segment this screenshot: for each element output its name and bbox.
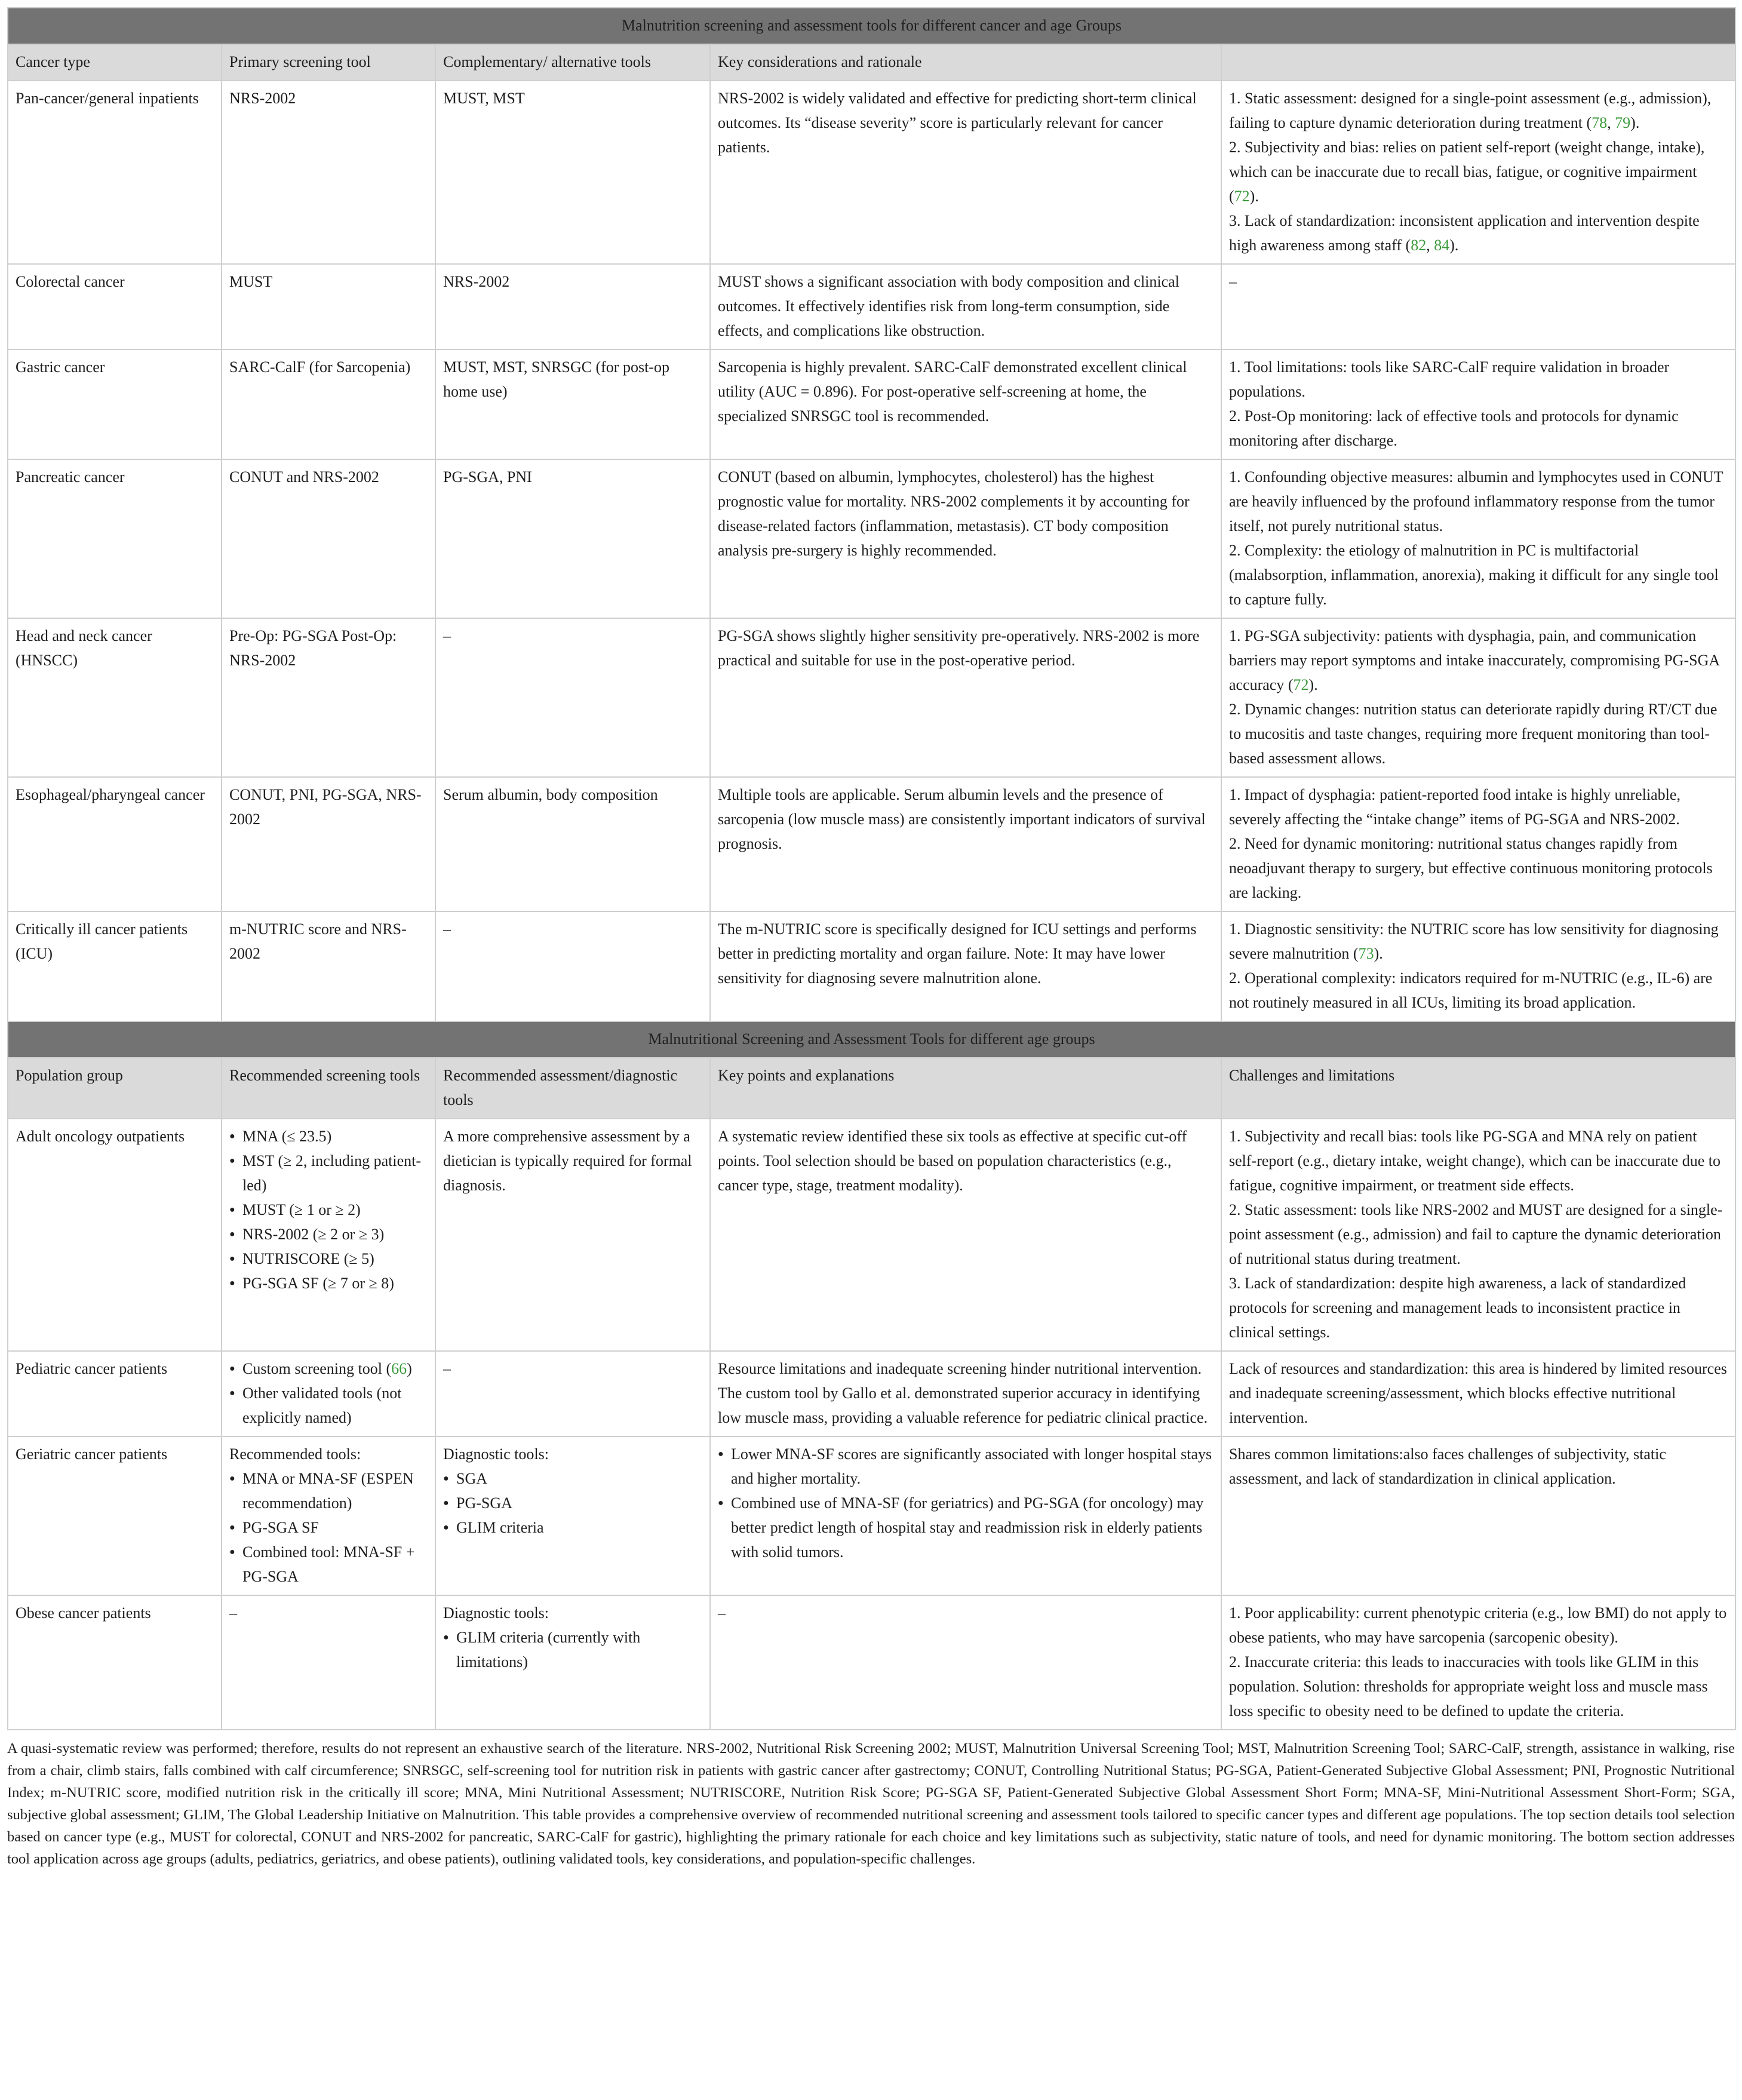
ref-sep: , [1607, 114, 1615, 131]
alternative-tool-cell: – [435, 618, 710, 777]
line-text: 2. Inaccurate criteria: this leads to inaccuracies with tools like GLIM in this population. Solution: thresholds for appropriate weight loss and muscle mass loss specific to obesity need to be defined to update the criteria. [1229, 1653, 1708, 1720]
age-group-section-title: Malnutritional Screening and Assessment Tools for different age groups [8, 1021, 1735, 1058]
cell-line [1229, 269, 1728, 294]
cell-line [1229, 697, 1728, 770]
bullet-list [229, 1466, 428, 1589]
line-text: 3. Lack of standardization: inconsistent application and intervention despite high awareness among staff ( [1229, 212, 1700, 254]
cell-line [1229, 966, 1728, 1015]
limitations-cell [1221, 1351, 1735, 1436]
limitations-cell [1221, 264, 1735, 349]
alternative-tool-cell [435, 1436, 710, 1595]
bullet-item: ● Lower MNA-SF scores are significantly associated with longer hospital stays and higher mortality. [718, 1442, 1213, 1491]
cell-line [1229, 404, 1728, 453]
bullet-list [229, 1124, 428, 1295]
rationale-cell: MUST shows a significant association with body composition and clinical outcomes. It effectively identifies risk from long-term consumption, side effects, and complications like obstruction. [710, 264, 1221, 349]
line-text: 1. Poor applicability: current phenotypic criteria (e.g., low BMI) do not apply to obese patients, who may have sarcopenia (sarcopenic obesity). [1229, 1604, 1727, 1646]
cell-line [1229, 355, 1728, 404]
cell-intro: Diagnostic tools: [443, 1604, 549, 1622]
reference-link[interactable]: 72 [1234, 188, 1250, 205]
screening-tool-cell: SARC-CalF (for Sarcopenia) [222, 349, 435, 459]
cell-line [1229, 624, 1728, 697]
age-group-section-header-row [8, 1058, 1735, 1119]
rationale-cell: – [710, 1595, 1221, 1730]
cancer-type-section-header-row [8, 44, 1735, 81]
bullet-item: ● MNA (≤ 23.5) [229, 1124, 428, 1149]
bullet-item: ● PG-SGA SF [229, 1515, 428, 1540]
screening-tool-cell: CONUT, PNI, PG-SGA, NRS-2002 [222, 777, 435, 911]
screening-tool-cell: Pre-Op: PG-SGA Post-Op: NRS-2002 [222, 618, 435, 777]
cell-intro: Diagnostic tools: [443, 1445, 549, 1463]
table-row [8, 1351, 1735, 1436]
column-header: Challenges and limitations [1221, 1058, 1735, 1119]
cell-line [1229, 86, 1728, 135]
bullet-item: ● Combined use of MNA-SF (for geriatrics) and PG-SGA (for oncology) may better predict length of hospital stay and readmission risk in elderly patients with solid tumors. [718, 1491, 1213, 1564]
rationale-cell: Resource limitations and inadequate screening hinder nutritional intervention. The custom tool by Gallo et al. demonstrated superior accuracy in identifying low muscle mass, providing a valuable reference for pediatric clinical practice. [710, 1351, 1221, 1436]
group-cell: Adult oncology outpatients [8, 1119, 222, 1351]
alternative-tool-cell [435, 1595, 710, 1730]
group-cell: Head and neck cancer (HNSCC) [8, 618, 222, 777]
column-header: Recommended assessment/diagnostic tools [435, 1058, 710, 1119]
line-text: Lack of resources and standardization: this area is hindered by limited resources and inadequate screening/assessment, which blocks effective nutritional intervention. [1229, 1360, 1727, 1426]
group-cell: Esophageal/pharyngeal cancer [8, 777, 222, 911]
alternative-tool-cell: – [435, 1351, 710, 1436]
column-header: Population group [8, 1058, 222, 1119]
line-text: 1. Diagnostic sensitivity: the NUTRIC score has low sensitivity for diagnosing severe malnutrition ( [1229, 920, 1719, 962]
cell-line [1229, 1442, 1728, 1491]
cancer-type-section-title-row [8, 8, 1735, 44]
group-cell: Pediatric cancer patients [8, 1351, 222, 1436]
document [7, 7, 1735, 1870]
table-row [8, 264, 1735, 349]
alternative-tool-cell: Serum albumin, body composition [435, 777, 710, 911]
cell-line [1229, 782, 1728, 831]
line-end: ). [1449, 237, 1459, 254]
cell-line [1229, 917, 1728, 966]
rationale-cell: The m-NUTRIC score is specifically designed for ICU settings and performs better in predicting mortality and organ failure. Note: It may have lower sensitivity for diagnosing severe malnutrition alone. [710, 911, 1221, 1021]
group-cell: Pan-cancer/general inpatients [8, 81, 222, 264]
line-text: Shares common limitations:also faces challenges of subjectivity, static assessment, and lack of standardization in clinical application. [1229, 1445, 1666, 1487]
group-cell: Colorectal cancer [8, 264, 222, 349]
reference-link[interactable]: 78 [1592, 114, 1608, 131]
cell-line [1229, 1124, 1728, 1198]
limitations-cell [1221, 1119, 1735, 1351]
line-text: 2. Post-Op monitoring: lack of effective tools and protocols for dynamic monitoring after discharge. [1229, 407, 1679, 449]
cell-intro: Recommended tools: [229, 1445, 361, 1463]
column-header: Cancer type [8, 44, 222, 81]
limitations-cell [1221, 1595, 1735, 1730]
line-text: 1. Tool limitations: tools like SARC-CalF require validation in broader populations. [1229, 358, 1670, 400]
bullet-item: ● SGA [443, 1466, 702, 1491]
reference-link[interactable]: 84 [1434, 237, 1450, 254]
line-text: 1. PG-SGA subjectivity: patients with dysphagia, pain, and communication barriers may report symptoms and intake inaccurately, compromising PG-SGA accuracy ( [1229, 627, 1719, 693]
age-group-section-title-row [8, 1021, 1735, 1058]
table-row [8, 777, 1735, 911]
line-text: 2. Dynamic changes: nutrition status can deteriorate rapidly during RT/CT due to mucositis and taste changes, requiring more frequent monitoring than tool-based assessment allows. [1229, 701, 1718, 767]
alternative-tool-cell: NRS-2002 [435, 264, 710, 349]
line-text: 2. Need for dynamic monitoring: nutritional status changes rapidly from neoadjuvant therapy to surgery, but effective continuous monitoring protocols are lacking. [1229, 835, 1713, 901]
cell-line [1229, 1650, 1728, 1723]
rationale-cell: Multiple tools are applicable. Serum albumin levels and the presence of sarcopenia (low muscle mass) are consistently important indicators of survival prognosis. [710, 777, 1221, 911]
limitations-cell [1221, 777, 1735, 911]
table-row [8, 1436, 1735, 1595]
bullet-item: ● GLIM criteria (currently with limitations) [443, 1625, 702, 1674]
screening-tool-cell: MUST [222, 264, 435, 349]
bullet-item: ● Other validated tools (not explicitly named) [229, 1381, 428, 1430]
limitations-cell [1221, 911, 1735, 1021]
bullet-item: ● PG-SGA SF (≥ 7 or ≥ 8) [229, 1271, 428, 1295]
table-row [8, 349, 1735, 459]
line-text: – [1229, 273, 1237, 290]
limitations-cell [1221, 1436, 1735, 1595]
bullet-item: ● MST (≥ 2, including patient-led) [229, 1149, 428, 1198]
reference-link[interactable]: 79 [1615, 114, 1631, 131]
table-row [8, 911, 1735, 1021]
alternative-tool-cell: MUST, MST [435, 81, 710, 264]
line-text: 1. Impact of dysphagia: patient-reported food intake is highly unreliable, severely affecting the “intake change” items of PG-SGA and NRS-2002. [1229, 786, 1680, 828]
limitations-cell [1221, 459, 1735, 618]
reference-link[interactable]: 66 [391, 1360, 407, 1377]
bullet-item: ● Custom screening tool (66) [229, 1356, 428, 1381]
limitations-cell [1221, 349, 1735, 459]
screening-tool-cell [222, 1436, 435, 1595]
bullet-item: ● NUTRISCORE (≥ 5) [229, 1247, 428, 1271]
ref-sep: , [1426, 237, 1434, 254]
rationale-cell: PG-SGA shows slightly higher sensitivity pre-operatively. NRS-2002 is more practical and suitable for use in the post-operative period. [710, 618, 1221, 777]
group-cell: Pancreatic cancer [8, 459, 222, 618]
cell-line [1229, 1356, 1728, 1430]
bullet-item: ● MUST (≥ 1 or ≥ 2) [229, 1198, 428, 1222]
table-row [8, 1595, 1735, 1730]
reference-link[interactable]: 82 [1411, 237, 1427, 254]
screening-tool-cell: – [222, 1595, 435, 1730]
line-text: 2. Subjectivity and bias: relies on patient self-report (weight change, intake), which can be inaccurate due to recall bias, fatigue, or cognitive impairment ( [1229, 139, 1705, 205]
cell-line [1229, 465, 1728, 538]
cell-line [1229, 1601, 1728, 1650]
group-cell: Critically ill cancer patients (ICU) [8, 911, 222, 1021]
limitations-cell [1221, 81, 1735, 264]
line-text: 3. Lack of standardization: despite high awareness, a lack of standardized protocols for screening and management leads to inconsistent practice in clinical settings. [1229, 1275, 1686, 1341]
bullet-item: ● MNA or MNA-SF (ESPEN recommendation) [229, 1466, 428, 1515]
table-row [8, 618, 1735, 777]
group-cell: Geriatric cancer patients [8, 1436, 222, 1595]
line-end: ). [1308, 676, 1318, 693]
screening-tool-cell: NRS-2002 [222, 81, 435, 264]
screening-tool-cell: m-NUTRIC score and NRS-2002 [222, 911, 435, 1021]
bullet-item: ● GLIM criteria [443, 1515, 702, 1540]
screening-tool-cell: CONUT and NRS-2002 [222, 459, 435, 618]
bullet-list [443, 1466, 702, 1540]
column-header: Key considerations and rationale [710, 44, 1221, 81]
line-end: ). [1249, 188, 1259, 205]
bullet-list [443, 1625, 702, 1674]
line-end: ). [1630, 114, 1640, 131]
cell-line [1229, 1271, 1728, 1344]
group-cell: Gastric cancer [8, 349, 222, 459]
rationale-cell: CONUT (based on albumin, lymphocytes, cholesterol) has the highest prognostic value for mortality. NRS-2002 complements it by accounting for disease-related factors (inflammation, metastasis). CT body composition analysis pre-surgery is highly recommended. [710, 459, 1221, 618]
reference-link[interactable]: 73 [1358, 945, 1374, 962]
rationale-cell: A systematic review identified these six tools as effective at specific cut-off points. Tool selection should be based on population characteristics (e.g., cancer type, stage, treatment modality). [710, 1119, 1221, 1351]
cell-line [1229, 538, 1728, 612]
line-text: 1. Subjectivity and recall bias: tools like PG-SGA and MNA rely on patient self-report (e.g., dietary intake, weight change), which can be inaccurate due to fatigue, cognitive impairment, or treatment side effects. [1229, 1128, 1721, 1194]
line-text: 2. Static assessment: tools like NRS-2002 and MUST are designed for a single-point assessment (e.g., admission) and fail to capture the dynamic deterioration of nutritional status during treatment. [1229, 1201, 1723, 1267]
column-header: Key points and explanations [710, 1058, 1221, 1119]
alternative-tool-cell: PG-SGA, PNI [435, 459, 710, 618]
rationale-cell: Sarcopenia is highly prevalent. SARC-CalF demonstrated excellent clinical utility (AUC = 0.896). For post-operative self-screening at home, the specialized SNRSGC tool is recommended. [710, 349, 1221, 459]
line-end: ). [1374, 945, 1383, 962]
cancer-type-section-title: Malnutrition screening and assessment tools for different cancer and age Groups [8, 8, 1735, 44]
alternative-tool-cell: MUST, MST, SNRSGC (for post-op home use) [435, 349, 710, 459]
column-header: Recommended screening tools [222, 1058, 435, 1119]
limitations-cell [1221, 618, 1735, 777]
column-header: Primary screening tool [222, 44, 435, 81]
cell-line [1229, 208, 1728, 257]
line-text: 1. Static assessment: designed for a single-point assessment (e.g., admission), failing to capture dynamic deterioration during treatment ( [1229, 90, 1712, 131]
alternative-tool-cell: A more comprehensive assessment by a dietician is typically required for formal diagnosis. [435, 1119, 710, 1351]
cell-line [1229, 831, 1728, 905]
rationale-cell: NRS-2002 is widely validated and effective for predicting short-term clinical outcomes. Its “disease severity” score is particularly relevant for cancer patients. [710, 81, 1221, 264]
cell-line [1229, 1198, 1728, 1271]
cell-line [1229, 135, 1728, 208]
bullet-item: ● PG-SGA [443, 1491, 702, 1515]
screening-tool-cell [222, 1119, 435, 1351]
bullet-item: ● NRS-2002 (≥ 2 or ≥ 3) [229, 1222, 428, 1247]
table-footnote: A quasi-systematic review was performed; therefore, results do not represent an exhaustive search of the literature. NRS-2002, Nutritional Risk Screening 2002; MUST, Malnutrition Universal Screening Tool; MST, Malnutrition Screening Tool; SARC-CalF, strength, assistance in walking, rise from a chair, climb stairs, falls combined with calf circumference; SNRSGC, self-screening tool for nutrition risk in patients with gastric cancer after gastrectomy; CONUT, Controlling Nutritional Status; PG-SGA, Patient-Generated Subjective Global Assessment; PNI, Prognostic Nutritional Index; m-NUTRIC score, modified nutrition risk in the critically ill score; MNA, Mini Nutritional Assessment; NUTRISCORE, Nutrition Risk Score; PG-SGA SF, Patient-Generated Subjective Global Assessment Short Form; MNA-SF, Mini-Nutritional Assessment Short-Form; SGA, subjective global assessment; GLIM, The Global Leadership Initiative on Malnutrition. This table provides a comprehensive overview of recommended nutritional screening and assessment tools tailored to specific cancer types and different age populations. The top section details tool selection based on cancer type (e.g., MUST for colorectal, CONUT and NRS-2002 for pancreatic, SARC-CalF for gastric), highlighting the primary rationale for each choice and key limitations such as subjectivity, static nature of tools, and need for dynamic monitoring. The bottom section addresses tool application across age groups (adults, pediatrics, geriatrics, and obese patients), outlining validated tools, key considerations, and population-specific challenges. [7, 1740, 1735, 1867]
table-row [8, 459, 1735, 618]
nutrition-tools-table [7, 7, 1736, 1730]
column-header [1221, 44, 1735, 81]
table-row [8, 81, 1735, 264]
reference-link[interactable]: 72 [1293, 676, 1309, 693]
bullet-list [229, 1356, 428, 1430]
group-cell: Obese cancer patients [8, 1595, 222, 1730]
alternative-tool-cell: – [435, 911, 710, 1021]
line-text: 2. Operational complexity: indicators required for m-NUTRIC (e.g., IL-6) are not routinely measured in all ICUs, limiting its broad application. [1229, 969, 1713, 1011]
table-row [8, 1119, 1735, 1351]
line-text: 2. Complexity: the etiology of malnutrition in PC is multifactorial (malabsorption, inflammation, anorexia), making it difficult for any single tool to capture fully. [1229, 542, 1719, 608]
column-header: Complementary/ alternative tools [435, 44, 710, 81]
bullet-list [718, 1442, 1213, 1564]
line-text: 1. Confounding objective measures: albumin and lymphocytes used in CONUT are heavily influenced by the profound inflammatory response from the tumor itself, not purely nutritional status. [1229, 468, 1723, 535]
screening-tool-cell [222, 1351, 435, 1436]
rationale-cell [710, 1436, 1221, 1595]
bullet-item: ● Combined tool: MNA-SF + PG-SGA [229, 1540, 428, 1589]
